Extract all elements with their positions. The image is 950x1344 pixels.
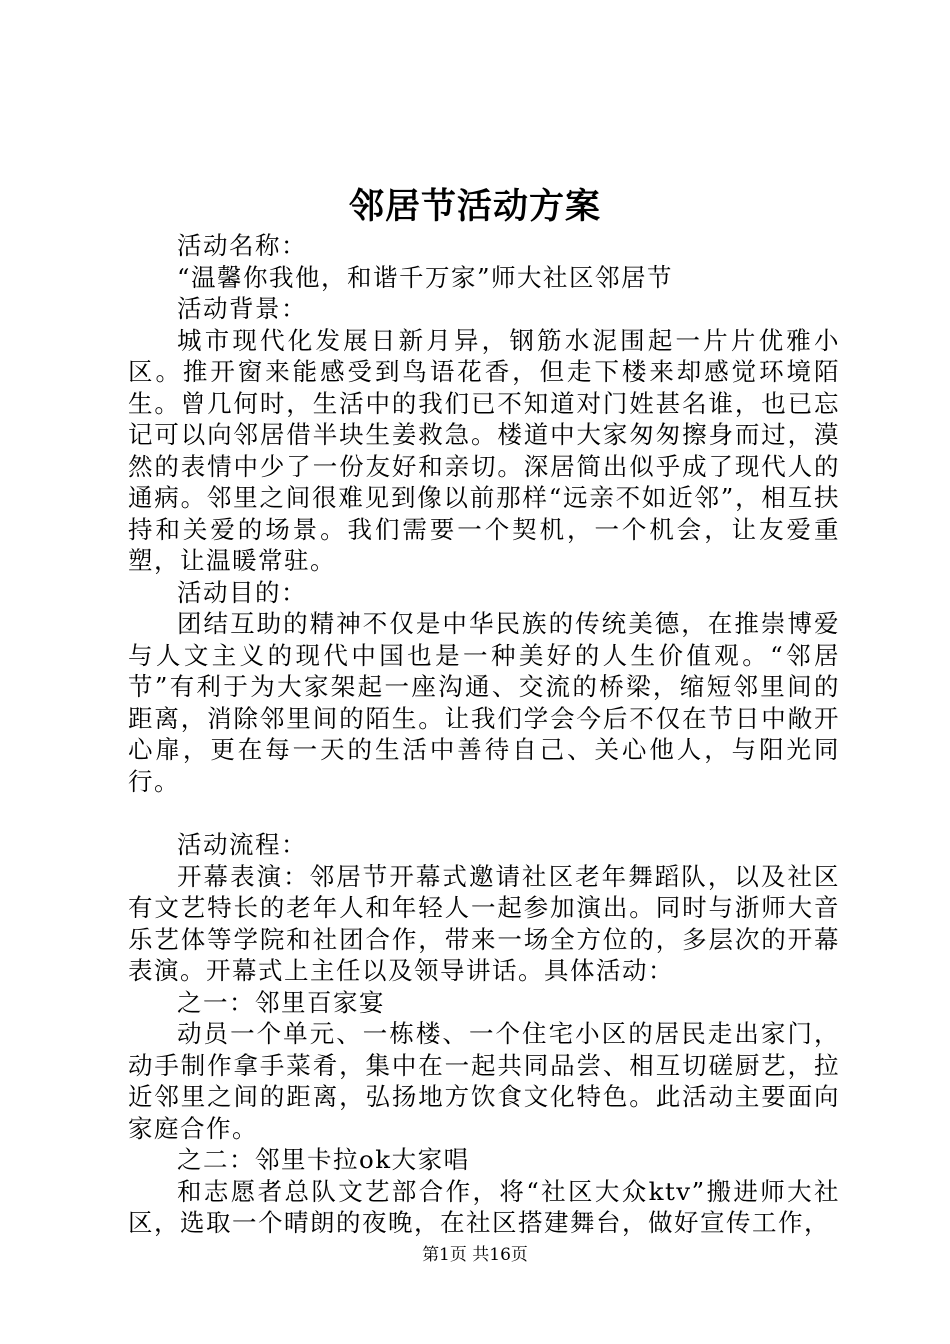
page-number-footer: 第1页 共16页: [422, 1245, 528, 1265]
background-paragraph: 城市现代化发展日新月异，钢筋水泥围起一片片优雅小区。推开窗来能感受到鸟语花香，但走下楼来却感觉环境陌生。曾几何时，生活中的我们已不知道对门姓甚名谁，也已忘记可以向邻居借半块生姜救急。楼道中大家匆匆擦身而过，漠然的表情中少了一份友好和亲切。深居简出似乎成了现代人的通病。邻里之间很难见到像以前那样“远亲不如近邻”，相互扶持和关爱的场景。我们需要一个契机，一个机会，让友爱重塑，让温暖常驻。: [128, 325, 840, 575]
activity-one-heading: 之一：邻里百家宴: [177, 987, 385, 1017]
activity-one-paragraph: 动员一个单元、一栋楼、一个住宅小区的居民走出家门，动手制作拿手菜肴，集中在一起共同品尝、相互切磋厨艺，拉近邻里之间的距离，弘扬地方饮食文化特色。此活动主要面向家庭合作。: [128, 1019, 840, 1143]
activity-two-paragraph: 和志愿者总队文艺部合作，将“社区大众ktv”搬进师大社区，选取一个晴朗的夜晚，在社区搭建舞台，做好宣传工作，: [128, 1176, 840, 1237]
purpose-paragraph: 团结互助的精神不仅是中华民族的传统美德，在推崇博爱与人文主义的现代中国也是一种美好的人生价值观。“邻居节”有利于为大家架起一座沟通、交流的桥梁，缩短邻里间的距离，消除邻里间的陌生。让我们学会今后不仅在节日中敞开心扉，更在每一天的生活中善待自己、关心他人，与阳光同行。: [128, 609, 840, 796]
activity-two-heading: 之二：邻里卡拉ok大家唱: [177, 1145, 470, 1174]
section-label-background: 活动背景：: [177, 294, 307, 323]
opening-performance-paragraph: 开幕表演：邻居节开幕式邀请社区老年舞蹈队，以及社区有文艺特长的老年人和年轻人一起参加演出。同时与浙师大音乐艺体等学院和社团合作，带来一场全方位的，多层次的开幕表演。开幕式上主任以及领导讲话。具体活动：: [128, 861, 840, 985]
section-label-name: 活动名称：: [177, 231, 307, 260]
section-label-purpose: 活动目的：: [177, 577, 307, 607]
document-title: 邻居节活动方案: [348, 186, 601, 227]
section-label-process: 活动流程：: [177, 830, 307, 859]
activity-name: “温馨你我他，和谐千万家”师大社区邻居节: [177, 262, 674, 292]
document-body: [128, 230, 840, 1239]
